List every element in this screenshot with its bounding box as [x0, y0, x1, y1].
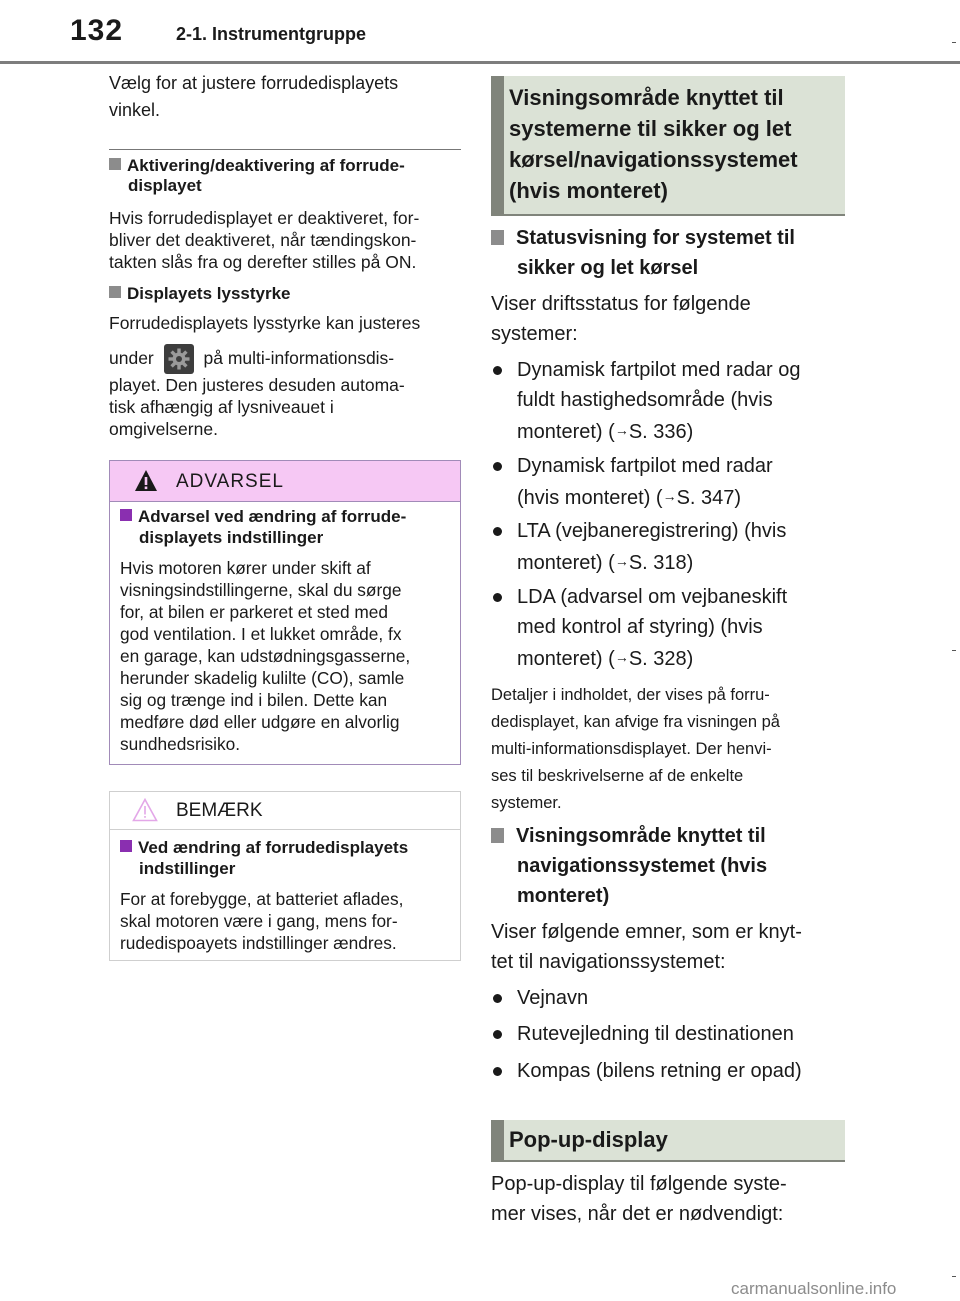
section-band-popup — [491, 1120, 845, 1162]
page-number: 132 — [70, 14, 124, 47]
square-bullet-icon — [120, 840, 132, 852]
arrow-icon: → — [614, 649, 629, 665]
watermark: carmanualsonline.info — [731, 1279, 897, 1298]
warning-heading: Advarsel ved ændring af forrude- displayets indstillinger — [120, 506, 456, 548]
list-item: LDA (advarsel om vejbaneskift med kontrol af styring) (hvis monteret) (→S. 328) — [491, 582, 787, 674]
edge-mark — [952, 42, 956, 43]
arrow-icon: → — [614, 553, 629, 569]
section-band-safety-navigation — [491, 76, 845, 216]
settings-gear-icon — [164, 344, 194, 374]
activation-heading: Aktivering/deaktivering af forrude- displayet — [109, 156, 405, 196]
note-box — [109, 791, 461, 961]
square-bullet-icon — [120, 509, 132, 521]
arrow-icon: → — [662, 488, 677, 504]
square-bullet-icon — [491, 828, 504, 843]
edge-mark — [952, 650, 956, 651]
divider — [109, 149, 461, 150]
list-item: LTA (vejbaneregistrering) (hvis monteret) (→S. 318) — [491, 516, 786, 578]
section-title: 2-1. Instrumentgruppe — [176, 24, 367, 44]
square-bullet-icon — [109, 286, 121, 298]
note-header — [110, 792, 460, 830]
edge-mark — [952, 1276, 956, 1277]
nav-intro: Viser følgende emner, som er knyt- tet til navigationssystemet: — [491, 921, 802, 973]
status-intro: Viser driftsstatus for følgende systemer: — [491, 293, 751, 345]
section-band-title: Visningsområde knyttet til systemerne til sikker og let kørsel/navigationssystemet (hvis monteret) — [509, 85, 798, 203]
list-item: Vejnavn — [491, 983, 588, 1013]
brightness-heading: Displayets lysstyrke — [109, 284, 291, 304]
list-item: Kompas (bilens retning er opad) — [491, 1056, 802, 1086]
note-heading: Ved ændring af forrudedisplayets indstillinger — [120, 837, 456, 879]
square-bullet-icon — [491, 230, 504, 245]
warning-triangle-icon — [134, 469, 158, 493]
details-paragraph: Detaljer i indholdet, der vises på forru- dedisplayet, kan afvige fra visningen på multi-informationsdisplayet. Der henvi- ses til beskrivelserne af de enkelte systemer. — [491, 686, 780, 812]
list-item: Dynamisk fartpilot med radar og fuldt hastighedsområde (hvis monteret) (→S. 336) — [491, 355, 800, 447]
page-header — [0, 0, 960, 62]
nav-heading: Visningsområde knyttet til navigationssystemet (hvis monteret) — [491, 821, 767, 911]
popup-paragraph: Pop-up-display til følgende syste- mer vises, når det er nødvendigt: — [491, 1173, 787, 1225]
warning-header — [110, 461, 460, 502]
activation-body: Hvis forrudedisplayet er deaktiveret, for- bliver det deaktiveret, når tændingskon- takten slås fra og derefter stilles på ON. — [109, 208, 420, 272]
note-label: BEMÆRK — [176, 800, 263, 821]
warning-body: Hvis motoren kører under skift af visningsindstillingerne, skal du sørge for, at bilen er parkeret et sted med god ventilation. I et lukket område, fx en garage, kan udstødningsgasserne, herunder skadelig kulilte (CO), samle sig og trænge ind i bilen. Dette kan medføre død eller udgøre en alvorlig sundhedsrisiko. — [120, 558, 411, 754]
list-item: Dynamisk fartpilot med radar (hvis monteret) (→S. 347) — [491, 451, 773, 513]
intro-paragraph: Vælg for at justere forrudedisplayets vinkel. — [109, 73, 399, 120]
note-body: For at forebygge, at batteriet aflades, skal motoren være i gang, mens for- rudedispoayets indstillinger ændres. — [120, 889, 404, 953]
warning-label: ADVARSEL — [176, 471, 284, 492]
caution-triangle-outline-icon — [132, 798, 158, 822]
square-bullet-icon — [109, 158, 121, 170]
warning-box — [109, 460, 461, 765]
section-band-title: Pop-up-display — [509, 1127, 668, 1152]
brightness-body: Forrudedisplayets lysstyrke kan justeres under på multi-informationsdis- playet. Den justeres desuden automa- tisk afhængig af lysniveauet i omgivelserne. — [109, 313, 421, 440]
arrow-icon: → — [614, 422, 629, 438]
list-item: Rutevejledning til destinationen — [491, 1019, 794, 1049]
header-rule — [0, 61, 960, 64]
status-heading: Statusvisning for systemet til sikker og let kørsel — [491, 223, 795, 283]
